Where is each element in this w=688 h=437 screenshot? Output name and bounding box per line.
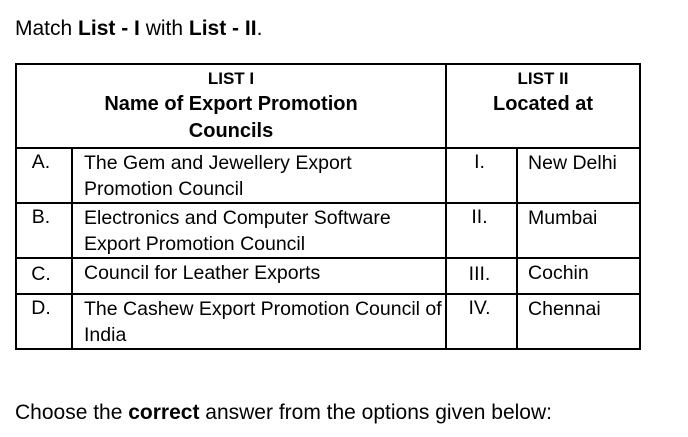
row-city: New Delhi bbox=[517, 148, 640, 203]
instruction-text bbox=[15, 398, 552, 428]
table-row bbox=[16, 148, 640, 203]
table-row bbox=[16, 294, 640, 349]
row-council: Council for Leather Exports bbox=[72, 258, 446, 294]
row-letter: D. bbox=[16, 294, 72, 349]
list-1-header-sub: LIST I bbox=[207, 69, 255, 88]
row-roman: I. bbox=[446, 148, 517, 203]
row-roman: IV. bbox=[446, 294, 517, 349]
list-2-header bbox=[446, 64, 640, 148]
list-2-label: List - II bbox=[188, 17, 257, 40]
instruction-suffix: answer from the options given below: bbox=[199, 401, 552, 424]
table-row bbox=[16, 258, 640, 294]
list-2-header-sub: LIST II bbox=[517, 69, 569, 88]
row-roman: III. bbox=[446, 258, 517, 294]
list-1-header bbox=[16, 64, 446, 148]
row-city: Chennai bbox=[517, 294, 640, 349]
match-table bbox=[15, 63, 641, 350]
list-1-label: List - I bbox=[78, 17, 140, 40]
row-council: The Cashew Export Promotion Council of India bbox=[72, 294, 446, 349]
instruction-prefix: Choose the bbox=[15, 401, 129, 424]
instruction-bold: correct bbox=[128, 401, 200, 424]
table-row bbox=[16, 203, 640, 258]
row-city: Mumbai bbox=[517, 203, 640, 258]
question-text bbox=[15, 15, 262, 43]
row-city: Cochin bbox=[517, 258, 640, 294]
row-letter: B. bbox=[16, 203, 72, 258]
question-prefix: Match bbox=[15, 17, 79, 40]
row-council: Electronics and Computer Software Export Promotion Council bbox=[72, 203, 446, 258]
list-1-header-main: Name of Export Promotion Councils bbox=[104, 93, 358, 142]
question-suffix: . bbox=[256, 17, 263, 40]
row-letter: C. bbox=[16, 258, 72, 294]
row-roman: II. bbox=[446, 203, 517, 258]
list-2-header-main: Located at bbox=[493, 93, 594, 115]
table-header-row bbox=[16, 64, 640, 148]
row-letter: A. bbox=[16, 148, 72, 203]
row-council: The Gem and Jewellery Export Promotion Council bbox=[72, 148, 446, 203]
question-mid: with bbox=[139, 17, 189, 40]
